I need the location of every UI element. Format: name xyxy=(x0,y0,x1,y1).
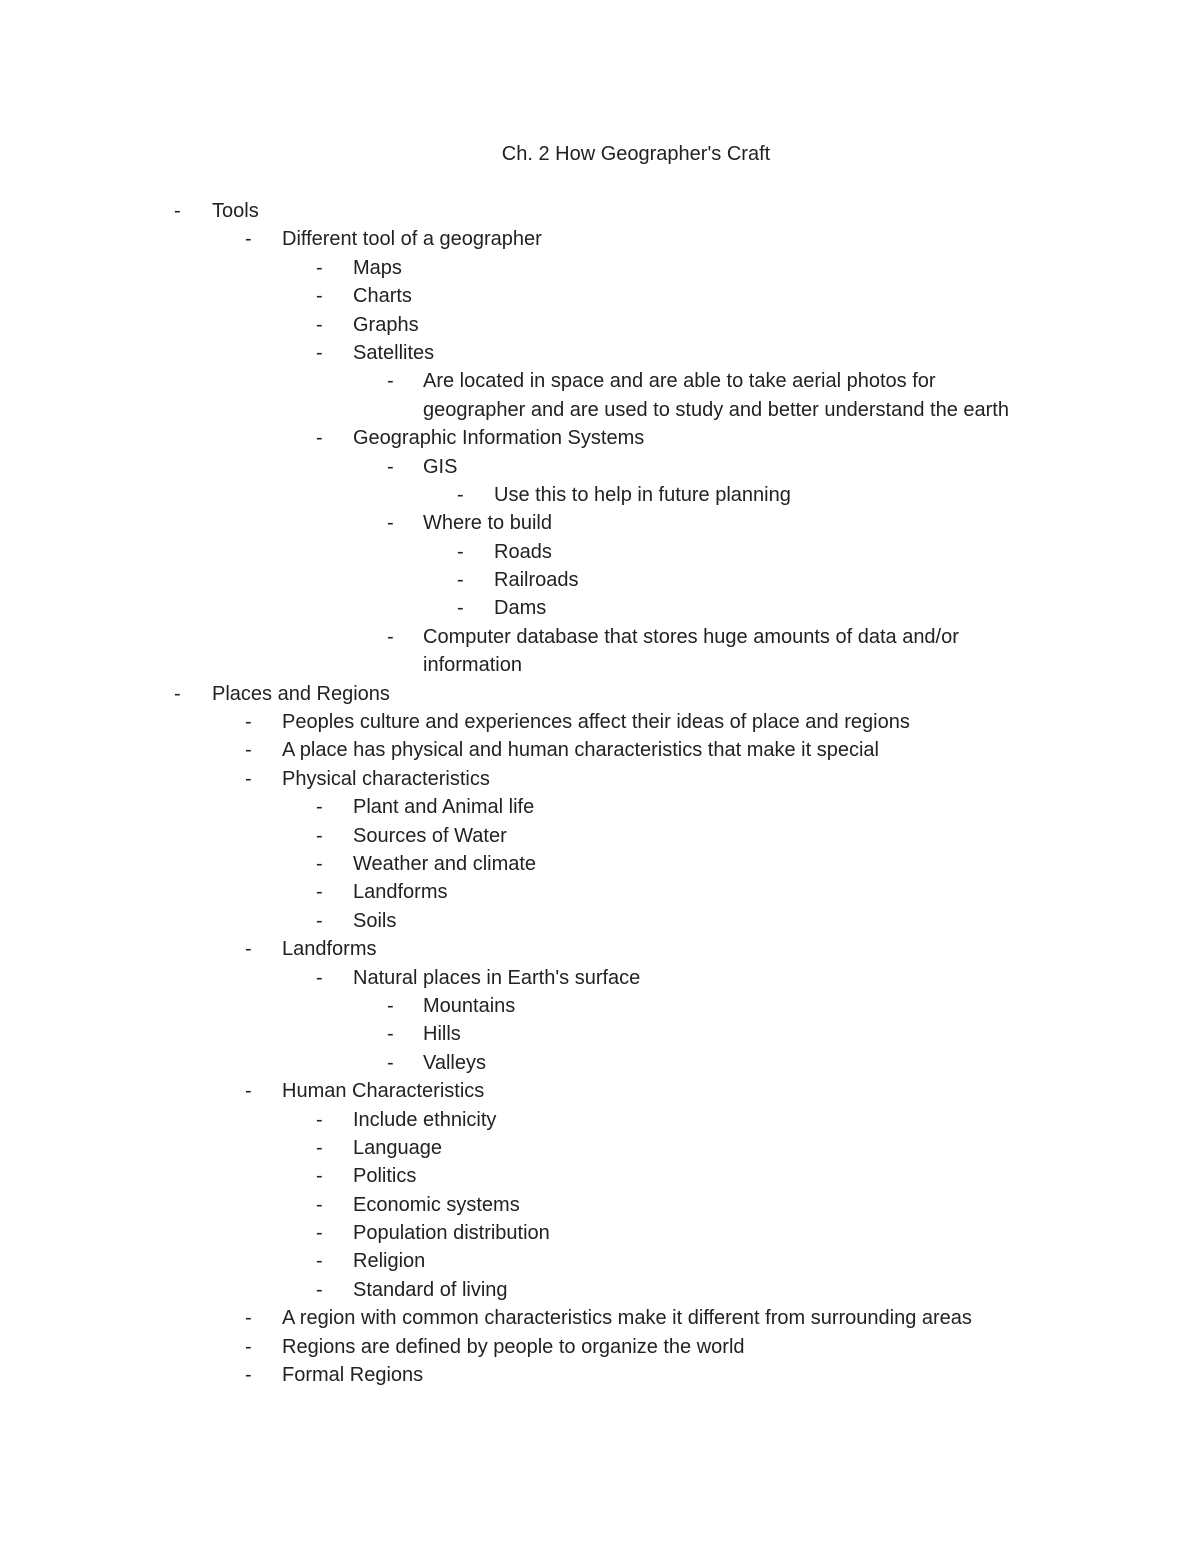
outline-item-level-1 xyxy=(0,1304,1200,1332)
bullet-dash: - xyxy=(387,1051,394,1074)
outline-item-text: Dams xyxy=(494,597,547,620)
outline-item-level-2 xyxy=(0,1106,1200,1134)
outline-item-level-2 xyxy=(0,1219,1200,1247)
bullet-dash: - xyxy=(245,228,252,251)
outline-item-level-3 xyxy=(0,623,1200,651)
outline-item-text: Places and Regions xyxy=(212,682,390,705)
outline-item-text: Satellites xyxy=(353,341,435,364)
bullet-dash: - xyxy=(387,455,394,478)
outline-item-text: Religion xyxy=(353,1250,426,1273)
outline-item-text: Maps xyxy=(353,256,402,279)
outline-item-text: Mountains xyxy=(423,994,516,1017)
outline-item-text: Valleys xyxy=(423,1051,486,1074)
outline-item-level-2 xyxy=(0,964,1200,992)
bullet-dash: - xyxy=(245,938,252,961)
bullet-dash: - xyxy=(316,852,323,875)
outline-item-text: Include ethnicity xyxy=(353,1108,497,1131)
document-title: Ch. 2 How Geographer's Craft xyxy=(501,143,771,165)
bullet-dash: - xyxy=(174,200,181,222)
outline-item-text: Landforms xyxy=(353,881,448,904)
bullet-dash: - xyxy=(316,256,323,279)
outline-item-text: Roads xyxy=(494,540,552,563)
outline-item-level-4 xyxy=(0,566,1200,594)
bullet-dash: - xyxy=(245,1080,252,1103)
outline-item-level-1 xyxy=(0,1077,1200,1105)
outline-item-text: A place has physical and human characteristics that make it special xyxy=(282,739,879,762)
outline-item-text: Politics xyxy=(353,1165,417,1188)
outline-item-text: Physical characteristics xyxy=(282,767,490,790)
bullet-dash: - xyxy=(245,739,252,762)
outline-item-text: geographer and are used to study and better understand the earth xyxy=(423,398,1009,421)
outline-item-level-2 xyxy=(0,1191,1200,1219)
bullet-dash: - xyxy=(387,370,394,393)
outline-item-text: Railroads xyxy=(494,569,579,592)
bullet-dash: - xyxy=(316,341,323,364)
bullet-dash: - xyxy=(245,711,252,734)
bullet-dash: - xyxy=(316,966,323,989)
bullet-dash: - xyxy=(316,1165,323,1188)
outline-item-level-1 xyxy=(0,935,1200,963)
outline-item-text: Tools xyxy=(212,200,259,222)
bullet-dash: - xyxy=(457,540,464,563)
bullet-dash: - xyxy=(316,796,323,819)
outline-item-level-3 xyxy=(0,367,1200,395)
bullet-dash: - xyxy=(316,1108,323,1131)
outline-item-text: information xyxy=(423,654,522,677)
outline-item-text: Population distribution xyxy=(353,1222,550,1245)
outline-item-level-3 xyxy=(0,509,1200,537)
bullet-dash: - xyxy=(457,569,464,592)
bullet-dash: - xyxy=(316,427,323,450)
bullet-outline xyxy=(0,197,1200,1389)
outline-item-text: Plant and Animal life xyxy=(353,796,535,819)
bullet-dash: - xyxy=(457,597,464,620)
bullet-dash: - xyxy=(174,682,181,705)
outline-item-level-2 xyxy=(0,339,1200,367)
outline-item-text: Regions are defined by people to organize the world xyxy=(282,1335,745,1358)
outline-item-level-0 xyxy=(0,680,1200,708)
outline-item-level-1 xyxy=(0,1333,1200,1361)
outline-item-text: Graphs xyxy=(353,313,419,336)
outline-item-level-3 xyxy=(0,1020,1200,1048)
bullet-dash: - xyxy=(387,1023,394,1046)
bullet-dash: - xyxy=(387,625,394,648)
bullet-dash: - xyxy=(387,994,394,1017)
bullet-dash: - xyxy=(245,1364,252,1387)
bullet-dash: - xyxy=(316,881,323,904)
outline-item-text: Where to build xyxy=(423,512,552,535)
bullet-dash: - xyxy=(316,1278,323,1301)
outline-item-level-2 xyxy=(0,878,1200,906)
outline-item-level-4 xyxy=(0,538,1200,566)
outline-item-level-2 xyxy=(0,1162,1200,1190)
outline-item-level-2 xyxy=(0,850,1200,878)
outline-item-level-3 xyxy=(0,1049,1200,1077)
outline-item-text: Use this to help in future planning xyxy=(494,483,791,506)
outline-item-text: Language xyxy=(353,1136,442,1159)
outline-item-level-1 xyxy=(0,736,1200,764)
outline-item-level-2 xyxy=(0,907,1200,935)
outline-item-level-3 xyxy=(0,453,1200,481)
bullet-dash: - xyxy=(316,285,323,308)
bullet-dash: - xyxy=(245,1335,252,1358)
bullet-dash: - xyxy=(387,512,394,535)
outline-item-level-2 xyxy=(0,1276,1200,1304)
outline-item-level-2 xyxy=(0,254,1200,282)
outline-item-level-0 xyxy=(0,197,1200,225)
outline-item-text: Hills xyxy=(423,1023,461,1046)
outline-item-text: Computer database that stores huge amounts of data and/or xyxy=(423,625,959,648)
outline-item-level-2 xyxy=(0,424,1200,452)
outline-item-level-2 xyxy=(0,1247,1200,1275)
outline-item-level-3 xyxy=(0,992,1200,1020)
outline-item-level-1 xyxy=(0,225,1200,253)
outline-item-level-4 xyxy=(0,481,1200,509)
outline-item-text: Geographic Information Systems xyxy=(353,427,645,450)
outline-item-text: Human Characteristics xyxy=(282,1080,485,1103)
outline-item-text: Are located in space and are able to take aerial photos for xyxy=(423,370,936,393)
outline-item-text: Standard of living xyxy=(353,1278,508,1301)
bullet-dash: - xyxy=(316,1250,323,1273)
bullet-dash: - xyxy=(316,1193,323,1216)
outline-item-text: Sources of Water xyxy=(353,824,507,847)
bullet-dash: - xyxy=(316,313,323,336)
outline-item-text: A region with common characteristics make it different from surrounding areas xyxy=(282,1307,972,1330)
outline-item-text: Natural places in Earth's surface xyxy=(353,966,641,989)
outline-item-text: Economic systems xyxy=(353,1193,520,1216)
outline-item-level-4 xyxy=(0,594,1200,622)
bullet-dash: - xyxy=(316,909,323,932)
outline-item-text: Formal Regions xyxy=(282,1364,424,1387)
outline-item-text: Peoples culture and experiences affect their ideas of place and regions xyxy=(282,711,910,734)
outline-item-level-2 xyxy=(0,822,1200,850)
bullet-dash: - xyxy=(316,1136,323,1159)
outline-item-level-1 xyxy=(0,765,1200,793)
outline-item-text: GIS xyxy=(423,455,458,478)
bullet-dash: - xyxy=(316,824,323,847)
outline-item-text: Landforms xyxy=(282,938,377,961)
outline-item-level-2 xyxy=(0,282,1200,310)
outline-item-level-2 xyxy=(0,793,1200,821)
outline-item-level-1 xyxy=(0,708,1200,736)
outline-item-level-2 xyxy=(0,311,1200,339)
outline-item-level-1 xyxy=(0,1361,1200,1389)
bullet-dash: - xyxy=(316,1222,323,1245)
outline-item-level-2 xyxy=(0,1134,1200,1162)
outline-item-text: Charts xyxy=(353,285,412,308)
bullet-dash: - xyxy=(245,1307,252,1330)
outline-item-text: Soils xyxy=(353,909,397,932)
outline-item-level-3 xyxy=(0,651,1200,679)
outline-item-text: Different tool of a geographer xyxy=(282,228,542,251)
bullet-dash: - xyxy=(245,767,252,790)
bullet-dash: - xyxy=(457,483,464,506)
outline-item-text: Weather and climate xyxy=(353,852,537,875)
outline-item-level-3 xyxy=(0,396,1200,424)
